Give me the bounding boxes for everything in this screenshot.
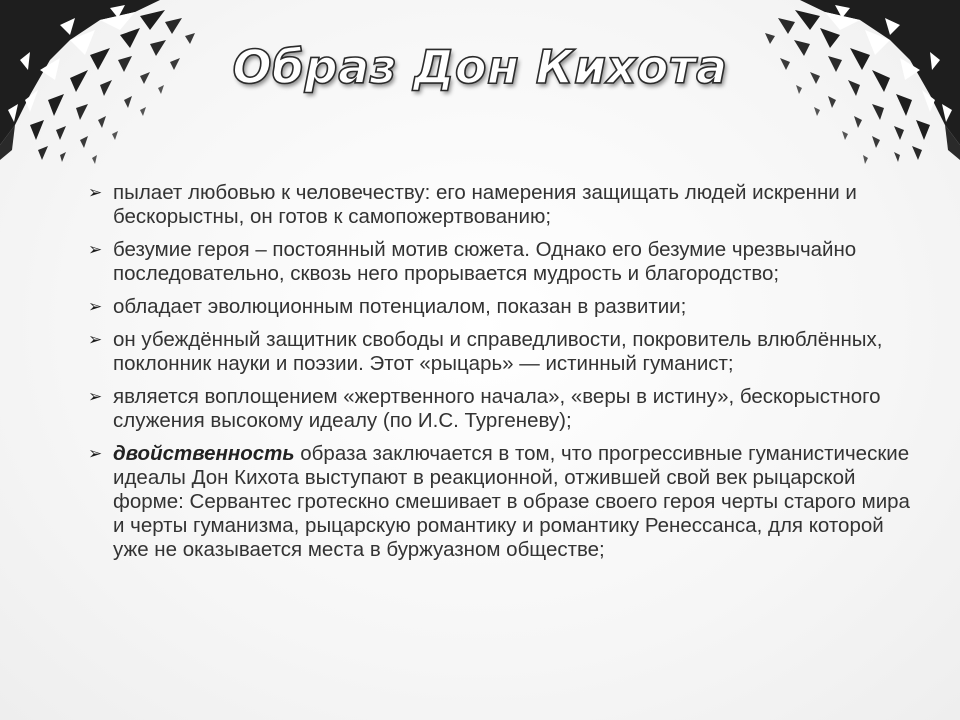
list-item-text: является воплощением «жертвенного начала», «веры в истину», бескорыстного служения высокому идеалу (по И.С. Тургеневу); bbox=[113, 385, 881, 432]
list-item-text bbox=[113, 442, 920, 562]
arrowhead-bullet-icon: ➢ bbox=[88, 183, 103, 203]
arrowhead-bullet-icon: ➢ bbox=[88, 387, 103, 407]
list-item-text: он убеждённый защитник свободы и справедливости, покровитель влюблённых, поклонник науки и поэзии. Этот «рыцарь» — истинный гуманист; bbox=[113, 328, 883, 375]
list-item-text-rest: образа заключается в том, что прогрессивные гуманистические идеалы Дон Кихота выступают в реакционной, отжившей свой век рыцарской форме: Сервантес гротескно смешивает в образе своего героя черты старого мира и черты гуманизма, рыцарскую романтику и романтику Ренессанса, для которой уже не оказывается места в буржуазном обществе; bbox=[113, 442, 910, 561]
list-item bbox=[88, 442, 920, 562]
list-item bbox=[88, 238, 920, 286]
list-item bbox=[88, 328, 920, 376]
list-item-text: пылает любовью к человечеству: его намерения защищать людей искренни и бескорыстны, он готов к самопожертвованию; bbox=[113, 181, 857, 228]
arrowhead-bullet-icon: ➢ bbox=[88, 297, 103, 317]
list-item bbox=[88, 295, 920, 319]
bullet-list bbox=[88, 181, 920, 571]
list-item bbox=[88, 385, 920, 433]
list-item-text: безумие героя – постоянный мотив сюжета. Однако его безумие чрезвычайно последовательно, сквозь него прорывается мудрость и благородство; bbox=[113, 238, 857, 285]
list-item bbox=[88, 181, 920, 229]
arrowhead-bullet-icon: ➢ bbox=[88, 240, 103, 260]
arrowhead-bullet-icon: ➢ bbox=[88, 444, 103, 464]
slide-title: Образ Дон Кихота bbox=[232, 40, 728, 94]
arrowhead-bullet-icon: ➢ bbox=[88, 330, 103, 350]
emphasis-term: двойственность bbox=[113, 442, 295, 465]
list-item-text: обладает эволюционным потенциалом, показан в развитии; bbox=[113, 295, 687, 318]
